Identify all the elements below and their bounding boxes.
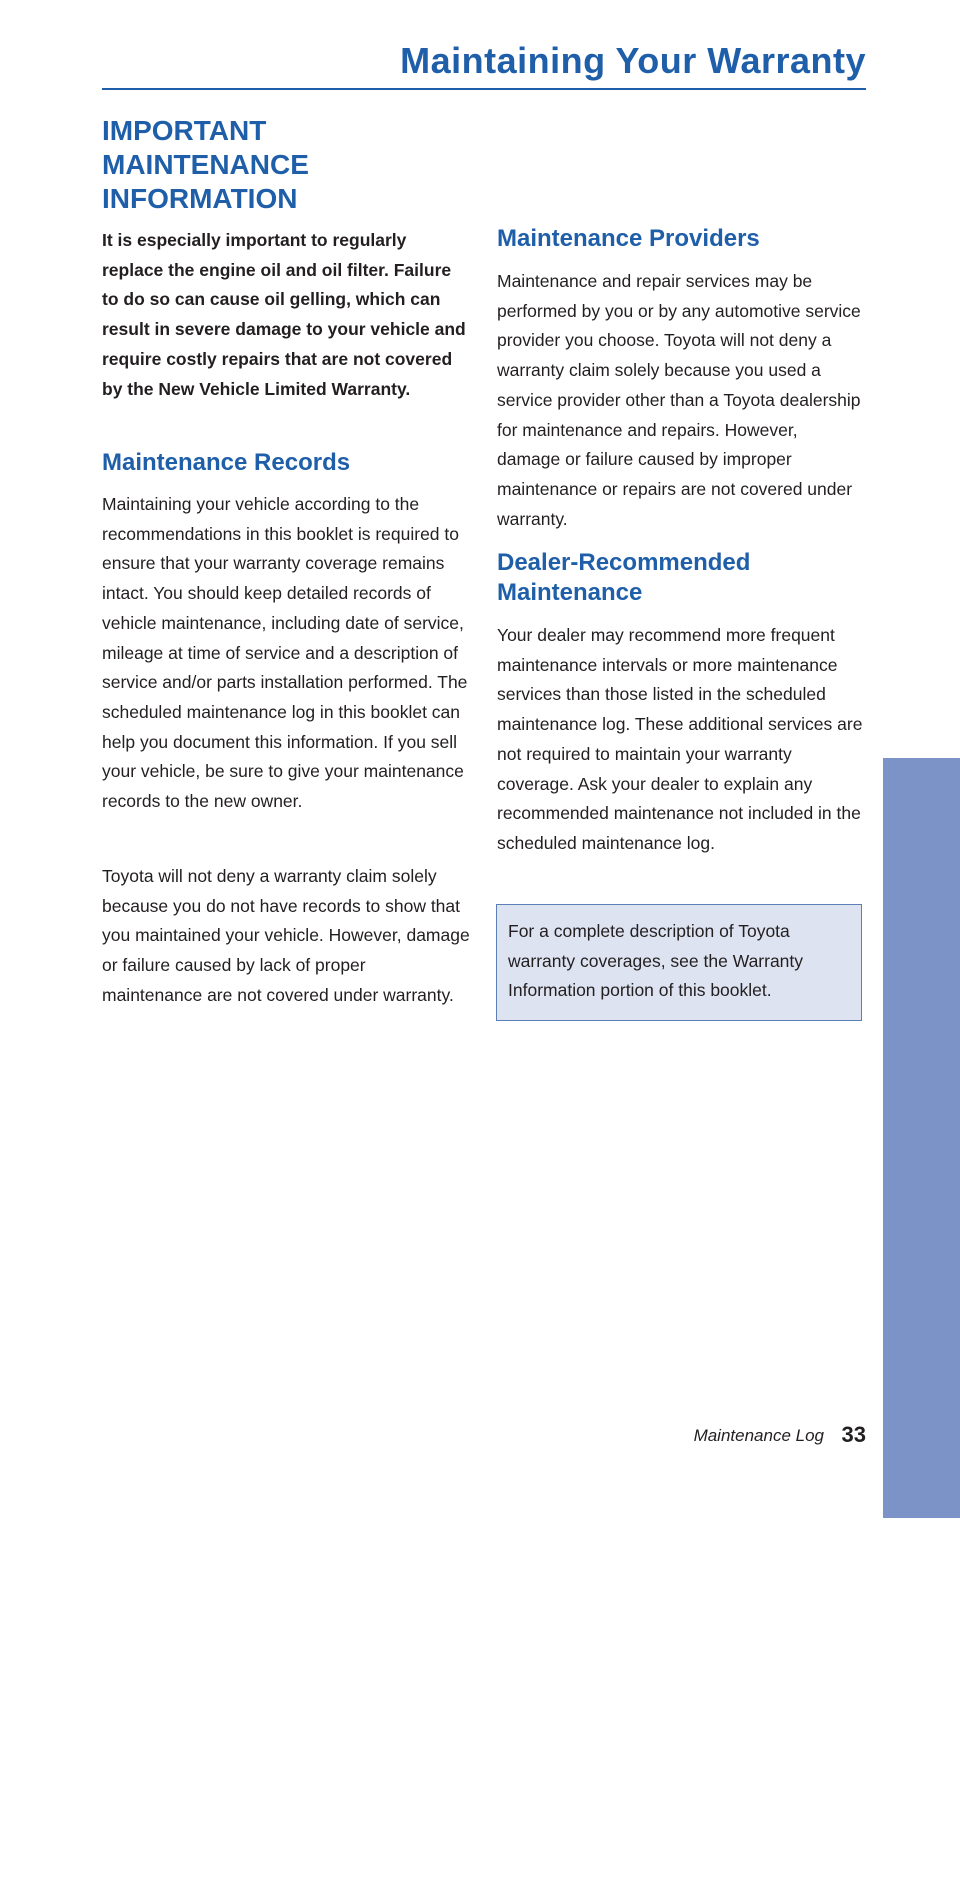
title-rule: [102, 88, 866, 90]
records-paragraph-2: Toyota will not deny a warranty claim solely because you do not have records to show that you maintained your vehicle. However, damage or failure caused by lack of proper maintenance are not covered under warranty.: [102, 866, 470, 1005]
footer-section-label: Maintenance Log: [693, 1426, 824, 1445]
providers-paragraph: Maintenance and repair services may be performed by you or by any automotive service provider you choose. Toyota will not deny a warranty claim solely because you used a service provider other than a Toyota dealership for maintenance and repairs. However, damage or failure caused by improper maintenance or repairs are not covered under warranty.: [497, 271, 861, 529]
heading-line: INFORMATION: [102, 183, 298, 214]
dealer-heading: [497, 548, 750, 608]
intro-warning: It is especially important to regularly replace the engine oil and oil filter. Failure to do so can cause oil gelling, which can result in severe damage to your vehicle and require costly repairs that are not covered by the New Vehicle Limited Warranty.: [102, 230, 466, 399]
side-tab-label: MAINTENANCE: [906, 1686, 937, 1901]
providers-heading: Maintenance Providers: [497, 225, 760, 252]
important-info-heading: [102, 114, 442, 216]
warranty-note-text: For a complete description of Toyota warranty coverages, see the Warranty Information portion of this booklet.: [508, 921, 804, 1001]
dealer-paragraph: Your dealer may recommend more frequent maintenance intervals or more maintenance services than those listed in the scheduled maintenance log. These additional services are not required to maintain your warranty coverage. Ask your dealer to explain any recommended maintenance not included in the scheduled maintenance log.: [497, 625, 863, 853]
heading-line: MAINTENANCE: [102, 149, 309, 180]
dealer-heading-line: Maintenance: [497, 579, 643, 606]
records-heading: Maintenance Records: [102, 449, 351, 476]
section-side-tab: [883, 758, 960, 1901]
records-paragraph-1: Maintaining your vehicle according to the recommendations in this booklet is required to ensure that your warranty coverage remains intact. You should keep detailed records of vehicle maintenance, including date of service, mileage at time of service and a description of service and/or parts installation performed. The scheduled maintenance log in this booklet can help you document this information. If you sell your vehicle, be sure to give your maintenance records to the new owner.: [102, 494, 468, 812]
warranty-note-box: [496, 904, 862, 1021]
page-title: Maintaining Your Warranty: [400, 40, 866, 81]
heading-line: IMPORTANT: [102, 115, 267, 146]
dealer-heading-line: Dealer-Recommended: [497, 549, 751, 576]
page-number: 33: [841, 1422, 866, 1447]
